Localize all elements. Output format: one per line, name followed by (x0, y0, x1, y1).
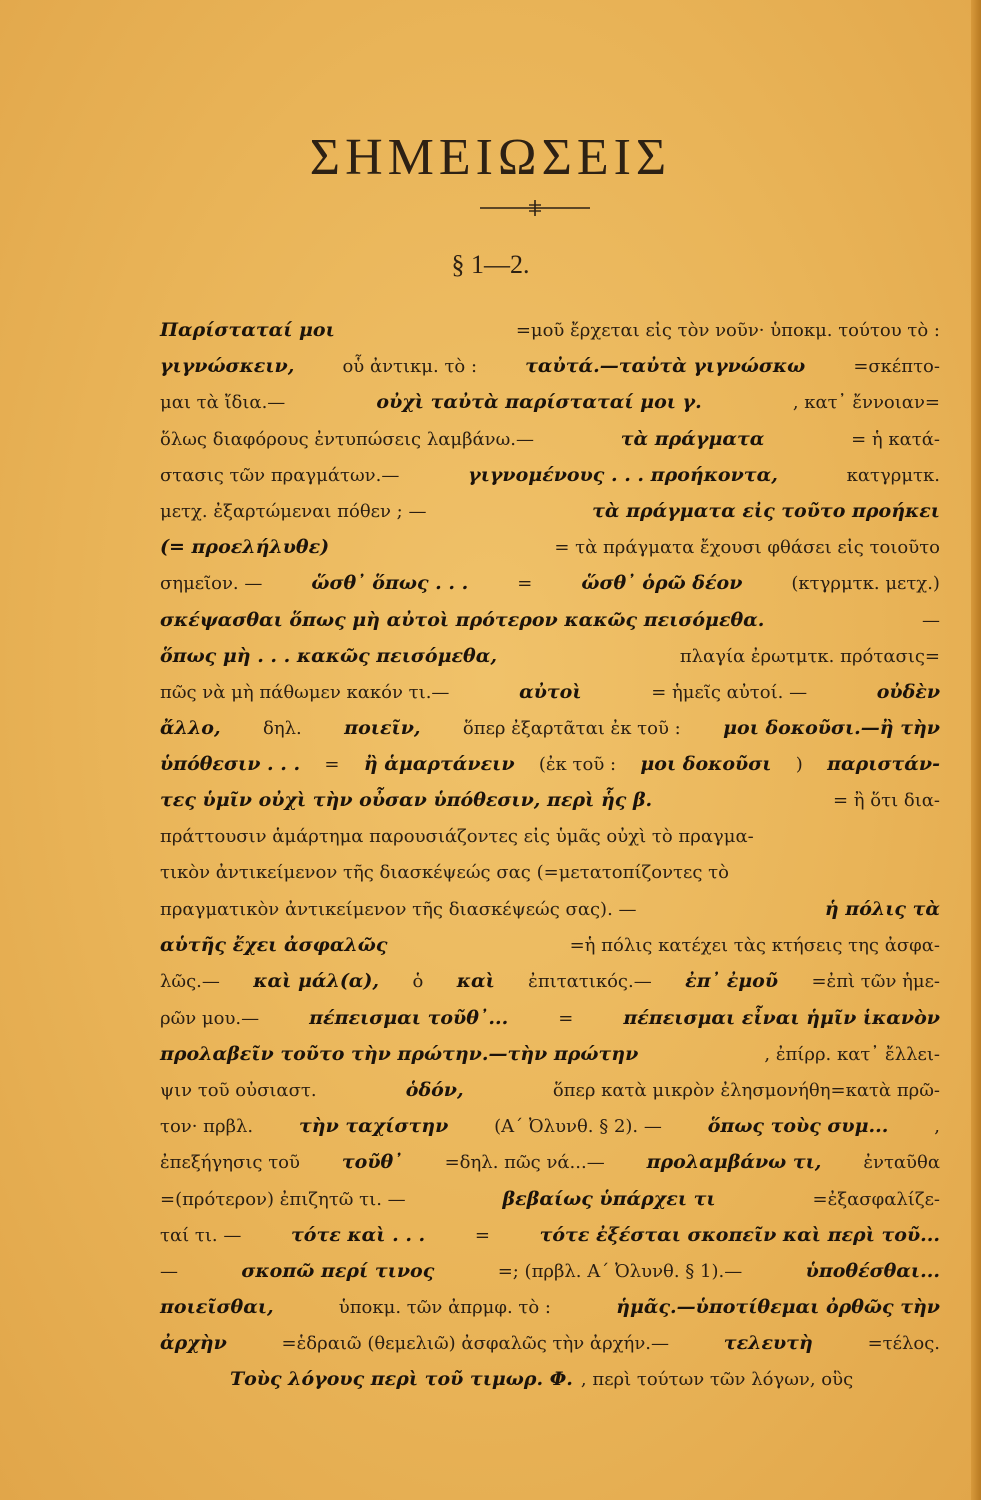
gloss-text: =ἐπὶ τῶν ἡμε- (811, 971, 940, 993)
lemma-phrase: ὑπόθεσιν . . . (160, 753, 301, 776)
lemma-phrase: προλαμβάνω τι, (646, 1151, 822, 1174)
text-line (160, 891, 940, 927)
gloss-text: στασις τῶν πραγμάτων.— (160, 464, 400, 486)
lemma-phrase: ταὐτά.—ταὐτὰ γιγνώσκω (525, 355, 806, 378)
gloss-text: πραγματικὸν ἀντικείμενον τῆς διασκέψεώς σας). — (160, 899, 637, 920)
lemma-phrase: γιγνώσκειν, (160, 355, 295, 378)
gloss-text: , (934, 1116, 940, 1138)
gloss-text: ὅπερ κατὰ μικρὸν ἐλησμονήθη=κατὰ πρῶ- (552, 1079, 940, 1101)
text-line (160, 963, 940, 999)
text-line (160, 1144, 940, 1180)
lemma-phrase: ἐπ᾽ ἐμοῦ (685, 970, 779, 993)
lemma-phrase: σκέψασθαι ὅπως μὴ αὐτοὶ πρότερον κακῶς πεισόμεθα. (160, 608, 765, 631)
lemma-phrase: ἀρχὴν (160, 1332, 227, 1355)
lemma-phrase: σκοπῶ περί τινος (241, 1259, 435, 1282)
lemma-phrase: τοῦθ᾽ (341, 1151, 403, 1174)
lemma-phrase: τὰ πράγματα εἰς τοῦτο προήκει (592, 499, 940, 522)
gloss-text: = ἢ ὅτι δια- (832, 790, 940, 812)
gloss-text: μαι τὰ ἴδια.— (160, 392, 286, 414)
gloss-text: =τέλος. (867, 1333, 940, 1355)
lemma-phrase: τελευτὴ (723, 1332, 813, 1355)
gloss-text: =μοῦ ἔρχεται εἰς τὸν νοῦν· ὑποκμ. τούτου τὸ : (515, 320, 940, 341)
gloss-text: , κατ᾽ ἔννοιαν= (792, 392, 940, 414)
lemma-phrase: καὶ (456, 970, 495, 993)
lemma-phrase: ἢ ἁμαρτάνειν (363, 753, 515, 776)
gloss-text: ψιν τοῦ οὐσιαστ. (160, 1079, 317, 1101)
gloss-text: τικὸν ἀντικείμενον τῆς διασκέψεώς σας (=μετατοπίζοντες τὸ (160, 861, 729, 883)
gloss-text: πράττουσιν ἁμάρτημα παρουσιάζοντες εἰς ὑμᾶς οὐχὶ τὸ πραγμα- (160, 825, 754, 847)
text-line (160, 602, 940, 638)
text-line (160, 1036, 940, 1072)
gloss-text: =ἡ πόλις κατέχει τὰς κτήσεις της ἀσφα- (569, 935, 940, 957)
lemma-phrase: τότε καὶ . . . (291, 1223, 426, 1246)
page-title: ΣΗΜΕΙΩΣΕΙΣ (309, 129, 672, 186)
gloss-text: ὁ (412, 971, 424, 993)
gloss-text: σημεῖον. — (160, 573, 263, 595)
divider-ornament (480, 198, 590, 218)
text-line (160, 1361, 940, 1397)
gloss-text: ρῶν μου.— (160, 1007, 260, 1029)
text-line (160, 421, 940, 457)
lemma-phrase: ὅπως τοὺς συμ... (707, 1115, 889, 1138)
gloss-text: = (324, 754, 340, 776)
gloss-text: = (474, 1224, 490, 1246)
lemma-phrase: ὥσθ᾽ ὁρῶ δέον (581, 572, 743, 595)
gloss-text: =ἑδραιῶ (θεμελιῶ) ἀσφαλῶς τὴν ἀρχήν.— (281, 1333, 670, 1355)
gloss-text: πλαγία ἐρωτμτκ. πρότασις= (679, 645, 940, 667)
gloss-text: κατγρμτκ. (846, 464, 940, 486)
gloss-text: = (517, 573, 533, 595)
text-line (160, 565, 940, 601)
notes-body (160, 312, 940, 1398)
lemma-phrase: αὐτοὶ (519, 680, 582, 703)
text-line (160, 529, 940, 565)
text-line (160, 855, 940, 891)
lemma-phrase: ποιεῖσθαι, (160, 1296, 274, 1319)
gloss-text: , ἐπίρρ. κατ᾽ ἔλλει- (764, 1043, 940, 1065)
lemma-phrase: παριστάν- (827, 753, 940, 776)
gloss-text: ὅπερ ἐξαρτᾶται ἐκ τοῦ : (462, 718, 681, 740)
gloss-text: =ἐξασφαλίζε- (812, 1188, 940, 1210)
lemma-phrase: ὅπως μὴ . . . κακῶς πεισόμεθα, (160, 644, 497, 667)
gloss-text: =σκέπτο- (853, 356, 940, 378)
lemma-phrase: ὥσθ᾽ ὅπως . . . (311, 572, 469, 595)
text-line (160, 746, 940, 782)
text-line (160, 710, 940, 746)
lemma-phrase: τὰ πράγματα (620, 427, 765, 450)
gloss-text: ὑποκμ. τῶν ἀπρμφ. τὸ : (338, 1297, 551, 1319)
gloss-text: οὗ ἀντικμ. τὸ : (342, 356, 478, 378)
gloss-text: μετχ. ἐξαρτώμεναι πόθεν ; — (160, 500, 427, 522)
lemma-phrase: Παρίσταταί μοι (160, 319, 335, 341)
gloss-text: , περὶ τούτων τῶν λόγων, οὓς (580, 1369, 854, 1391)
text-line (160, 312, 940, 348)
gloss-text: ὅλως διαφόρους ἐντυπώσεις λαμβάνω.— (160, 428, 535, 450)
lemma-phrase: γιγνομένους . . . προήκοντα, (468, 463, 778, 486)
book-spine-edge (971, 0, 981, 1500)
lemma-phrase: προλαβεῖν τοῦτο τὴν πρώτην.—τὴν πρώτην (160, 1042, 639, 1065)
gloss-text: = (558, 1007, 574, 1029)
lemma-phrase: μοι δοκοῦσι.—ἢ τὴν (723, 717, 940, 740)
lemma-phrase: ἄλλο, (160, 717, 221, 740)
gloss-text: τον· πρβλ. (160, 1116, 254, 1138)
gloss-text: =(πρότερον) ἐπιζητῶ τι. — (160, 1188, 406, 1210)
lemma-phrase: οὐχὶ ταὐτὰ παρίσταταί μοι γ. (376, 391, 702, 414)
text-line (160, 1181, 940, 1217)
gloss-text: (ἐκ τοῦ : (538, 754, 617, 776)
gloss-text: ) (795, 754, 803, 776)
text-line (160, 782, 940, 818)
gloss-text: πῶς νὰ μὴ πάθωμεν κακόν τι.— (160, 681, 450, 703)
text-line (160, 384, 940, 420)
text-line (160, 819, 940, 855)
lemma-phrase: οὐδὲν (876, 680, 940, 703)
lemma-phrase: τὴν ταχίστην (299, 1115, 449, 1138)
text-line (160, 674, 940, 710)
gloss-text: ταί τι. — (160, 1224, 242, 1246)
text-line (160, 1072, 940, 1108)
lemma-phrase: ὁδόν, (405, 1078, 464, 1101)
text-line (160, 1217, 940, 1253)
lemma-phrase: καὶ μάλ(α), (253, 970, 380, 993)
lemma-phrase: μοι δοκοῦσι (640, 753, 772, 776)
lemma-phrase: τότε ἐξέσται σκοπεῖν καὶ περὶ τοῦ... (539, 1223, 940, 1246)
gloss-text: λῶς.— (160, 971, 220, 993)
gloss-text: (Α΄ Ὀλυνθ. § 2). — (494, 1116, 662, 1138)
gloss-text: — (160, 1260, 178, 1282)
lemma-phrase: πέπεισμαι εἶναι ἡμῖν ἱκανὸν (623, 1006, 940, 1029)
lemma-phrase: Τοὺς λόγους περὶ τοῦ τιμωρ. Φ. (230, 1368, 573, 1391)
gloss-text: =δηλ. πῶς νά...— (444, 1152, 605, 1174)
gloss-text: ἐνταῦθα (863, 1152, 940, 1174)
text-line (160, 1253, 940, 1289)
gloss-text: = ἡμεῖς αὐτοί. — (651, 681, 808, 703)
gloss-text: ἐπιτατικός.— (528, 971, 652, 993)
text-line (160, 1289, 940, 1325)
gloss-text: = ἡ κατά- (851, 428, 940, 450)
lemma-phrase: αὑτῆς ἔχει ἀσφαλῶς (160, 934, 388, 957)
text-line (160, 493, 940, 529)
text-line (160, 1000, 940, 1036)
gloss-text: δηλ. (262, 718, 302, 740)
text-line (160, 638, 940, 674)
lemma-phrase: ἡμᾶς.—ὑποτίθεμαι ὀρθῶς τὴν (616, 1296, 940, 1319)
section-heading: § 1—2. (451, 250, 530, 279)
gloss-text: ἐπεξήγησις τοῦ (160, 1152, 300, 1174)
gloss-text: — (922, 609, 940, 631)
lemma-phrase: βεβαίως ὑπάρχει τι (502, 1187, 716, 1210)
text-line (160, 1325, 940, 1361)
lemma-phrase: πέπεισμαι τοῦθ᾽... (309, 1006, 509, 1029)
text-line (160, 1108, 940, 1144)
lemma-phrase: (= προελήλυθε) (160, 536, 330, 559)
lemma-phrase: ἡ πόλις τὰ (824, 898, 940, 920)
text-line (160, 457, 940, 493)
text-line (160, 927, 940, 963)
lemma-phrase: τες ὑμῖν οὐχὶ τὴν οὖσαν ὑπόθεσιν, περὶ ἧς β. (160, 789, 653, 812)
lemma-phrase: ὑποθέσθαι... (805, 1259, 940, 1282)
gloss-text: = τὰ πράγματα ἔχουσι φθάσει εἰς τοιοῦτο (554, 537, 940, 559)
text-line (160, 348, 940, 384)
gloss-text: =; (πρβλ. Α΄ Ὀλυνθ. § 1).— (497, 1260, 743, 1282)
gloss-text: (κτγρμτκ. μετχ.) (791, 573, 940, 595)
lemma-phrase: ποιεῖν, (344, 717, 421, 740)
